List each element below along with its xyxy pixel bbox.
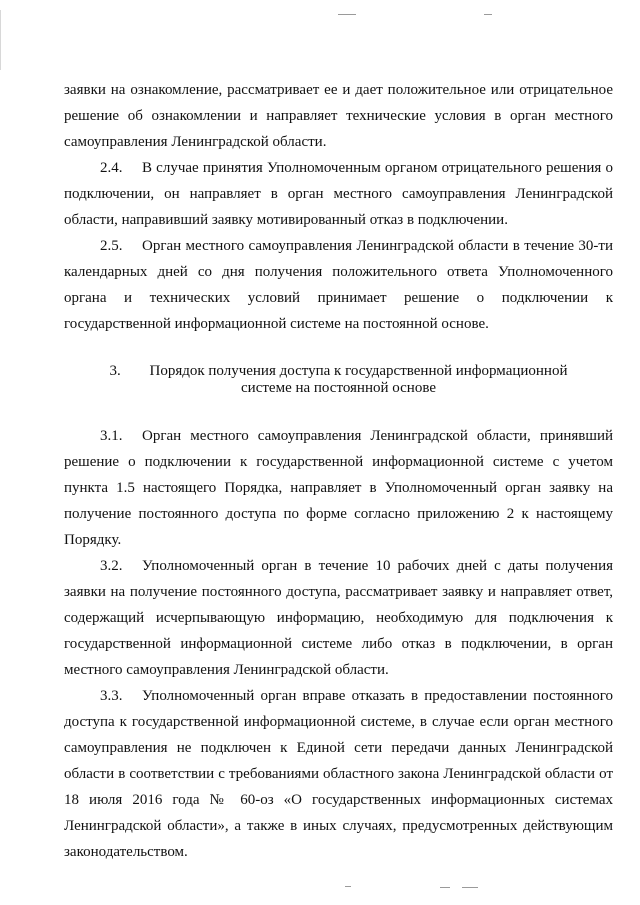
paragraph-number: 2.4. (100, 160, 123, 176)
paragraph-text: В случае принятия Уполномоченным органом отрицательного решения о подключении, он направляет в орган местного самоуправления Ленинградской области, направивший заявку мотивированный отказ в подключении. (64, 160, 613, 228)
paragraph-continuation: заявки на ознакомление, рассматривает ее и дает положительное или отрицательное решение об ознакомлении и направляет технические условия в орган местного самоуправления Ленинградской области. (64, 82, 613, 150)
paragraph-number: 3.2. (100, 558, 123, 574)
paragraph-number: 3.3. (100, 688, 123, 704)
paragraph-text: Орган местного самоуправления Ленинградской области, принявший решение о подключении к государственной информационной системе с учетом пункта 1.5 настоящего Порядка, направляет в Уполномоченный орган заявку на получение постоянного доступа по форме согласно приложению 2 к настоящему Порядку. (64, 428, 613, 548)
paragraph-2-4 (64, 155, 613, 233)
document-body (64, 77, 613, 865)
paragraph-text: Уполномоченный орган вправе отказать в предоставлении постоянного доступа к государственной информационной системе, в случае если орган местного самоуправления не подключен к Единой сети передачи данных Ленинградской области в соответствии с требованиями областного закона Ленинградской области от 18 июля 2016 года № 60-оз «О государственных информационных системах Ленинградской области», а также в иных случаях, предусмотренных действующим законодательством. (64, 688, 613, 860)
scan-mark (345, 886, 351, 887)
paragraph-3-1 (64, 423, 613, 553)
scan-mark (440, 887, 450, 888)
section-title-line-1: Порядок получения доступа к государственной информационной (149, 363, 568, 379)
paragraph-text: Уполномоченный орган в течение 10 рабочих дней с даты получения заявки на получение постоянного доступа, рассматривает заявку и направляет ответ, содержащий исчерпывающую информацию, необходимую для подключения к государственной информационной системе либо отказ в подключении, в орган местного самоуправления Ленинградской области. (64, 558, 613, 678)
scan-edge (0, 10, 1, 70)
section-number: 3. (109, 363, 121, 379)
section-heading (64, 363, 613, 397)
scan-mark (338, 14, 356, 15)
section-title-line-2: системе на постоянной основе (241, 380, 436, 396)
scan-mark (462, 887, 478, 888)
paragraph-2-5 (64, 233, 613, 337)
paragraph-number: 3.1. (100, 428, 123, 444)
paragraph-number: 2.5. (100, 238, 123, 254)
scan-mark (484, 14, 492, 15)
paragraph-3-3 (64, 683, 613, 865)
paragraph-3-2 (64, 553, 613, 683)
paragraph-text: Орган местного самоуправления Ленинградской области в течение 30-ти календарных дней со дня получения положительного ответа Уполномоченного органа и технических условий принимает решение о подключении к государственной информационной системе на постоянной основе. (64, 238, 613, 332)
